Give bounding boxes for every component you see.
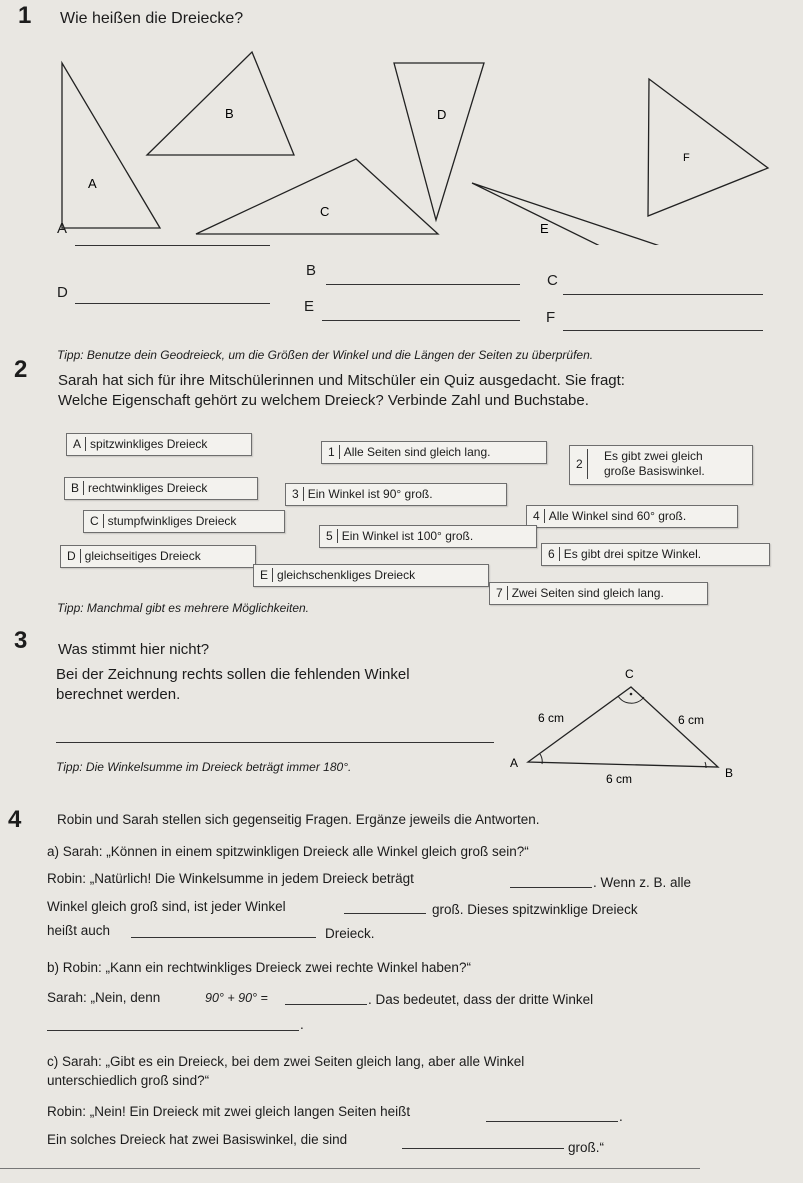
- task4a-answer1: Robin: „Natürlich! Die Winkelsumme in jedem Dreieck beträgt: [47, 871, 414, 886]
- triangle-label-a: A: [88, 176, 97, 191]
- blank-4b-2[interactable]: [47, 1030, 299, 1031]
- answer-label-f: F: [546, 309, 556, 326]
- task4c-question2: unterschiedlich groß sind?“: [47, 1073, 210, 1088]
- card-number-7[interactable]: [489, 582, 708, 605]
- task4a-answer2: Winkel gleich groß sind, ist jeder Winkel: [47, 899, 286, 914]
- answer-line-b[interactable]: [326, 284, 520, 285]
- answer-label-c: C: [547, 272, 558, 289]
- blank-4b-1[interactable]: [285, 1004, 367, 1005]
- page-bottom-rule: [0, 1168, 700, 1169]
- card-number-2[interactable]: [569, 445, 753, 485]
- task4-number: 4: [8, 806, 22, 833]
- task4b-formula: 90° + 90° =: [205, 991, 268, 1005]
- task1-number: 1: [18, 2, 32, 29]
- task3-text-line1: Bei der Zeichnung rechts sollen die fehlenden Winkel: [56, 666, 410, 683]
- blank-4a-2[interactable]: [344, 913, 426, 914]
- card-text: Zwei Seiten sind gleich lang.: [511, 586, 664, 600]
- card-key: B: [71, 481, 84, 495]
- triangle-a: [62, 63, 160, 228]
- card-text: Ein Winkel ist 100° groß.: [341, 529, 474, 543]
- task3-triangle: [528, 687, 718, 767]
- task4a-answer3: heißt auch: [47, 923, 111, 938]
- card-text-2: große Basiswinkel.: [604, 464, 705, 478]
- card-key: 5: [326, 529, 338, 543]
- card-key: E: [260, 568, 273, 582]
- card-key: C: [90, 514, 104, 528]
- card-key: D: [67, 549, 81, 563]
- card-text: Ein Winkel ist 90° groß.: [307, 487, 433, 501]
- card-letter-c[interactable]: [83, 510, 285, 533]
- card-key: 4: [533, 509, 545, 523]
- task3-question: Was stimmt hier nicht?: [58, 641, 210, 658]
- card-letter-d[interactable]: [60, 545, 256, 568]
- task2-intro-line2: Welche Eigenschaft gehört zu welchem Dreieck? Verbinde Zahl und Buchstabe.: [58, 392, 589, 409]
- triangle-c: [196, 159, 438, 234]
- task4a-answer3-end: Dreieck.: [325, 926, 375, 941]
- side-label-ac: 6 cm: [538, 711, 565, 725]
- card-letter-a[interactable]: [66, 433, 252, 456]
- answer-line-d[interactable]: [75, 303, 270, 304]
- vertex-label-c: C: [625, 667, 634, 681]
- answer-line-a[interactable]: [75, 245, 270, 246]
- answer-line-c[interactable]: [563, 294, 763, 295]
- triangle-e: [472, 183, 660, 245]
- task4b-answer1-end: . Das bedeutet, dass der dritte Winkel: [368, 992, 594, 1007]
- card-key: 2: [576, 449, 588, 479]
- card-text: Alle Seiten sind gleich lang.: [343, 445, 491, 459]
- card-text: spitzwinkliges Dreieck: [90, 437, 208, 451]
- card-number-3[interactable]: [285, 483, 507, 506]
- blank-4c-1[interactable]: [486, 1121, 618, 1122]
- card-text: Es gibt zwei gleich: [604, 449, 703, 463]
- blank-4a-1[interactable]: [510, 887, 592, 888]
- card-text: Es gibt drei spitze Winkel.: [563, 547, 702, 561]
- side-label-bc: 6 cm: [678, 713, 705, 727]
- card-letter-b[interactable]: [64, 477, 258, 500]
- task4a-answer1-end: . Wenn z. B. alle: [593, 875, 692, 890]
- task3-number: 3: [14, 627, 28, 654]
- card-key: 7: [496, 586, 508, 600]
- task4b-answer2-end: .: [300, 1017, 304, 1032]
- task4b-question: b) Robin: „Kann ein rechtwinkliges Dreieck zwei rechte Winkel haben?“: [47, 960, 471, 975]
- task4c-question1: c) Sarah: „Gibt es ein Dreieck, bei dem zwei Seiten gleich lang, aber alle Winkel: [47, 1054, 525, 1069]
- side-label-ab: 6 cm: [606, 772, 633, 786]
- answer-label-a: A: [57, 220, 68, 237]
- task4c-answer1: Robin: „Nein! Ein Dreieck mit zwei gleich langen Seiten heißt: [47, 1104, 411, 1119]
- card-text: stumpfwinkliges Dreieck: [107, 514, 237, 528]
- task1-title: Wie heißen die Dreiecke?: [60, 10, 244, 27]
- answer-label-d: D: [57, 284, 68, 301]
- task3-figure: [500, 650, 760, 790]
- task4a-answer2-end: groß. Dieses spitzwinklige Dreieck: [432, 902, 638, 917]
- task3-text-line2: berechnet werden.: [56, 686, 181, 703]
- task2-number: 2: [14, 356, 28, 383]
- triangle-label-e: E: [540, 221, 549, 236]
- task4c-answer1-end: .: [619, 1109, 623, 1124]
- card-text: rechtwinkliges Dreieck: [88, 481, 208, 495]
- triangle-b: [147, 52, 294, 155]
- vertex-label-b: B: [725, 766, 734, 780]
- card-key: 3: [292, 487, 304, 501]
- triangle-label-c: C: [320, 204, 330, 219]
- answer-label-e: E: [304, 298, 315, 315]
- card-letter-e[interactable]: [253, 564, 489, 587]
- answer-line-f[interactable]: [563, 330, 763, 331]
- card-key: 6: [548, 547, 560, 561]
- vertex-label-a: A: [510, 756, 519, 770]
- task2-tip: Tipp: Manchmal gibt es mehrere Möglichkeiten.: [57, 601, 310, 615]
- task4a-question: a) Sarah: „Können in einem spitzwinkligen Dreieck alle Winkel gleich groß sein?“: [47, 844, 529, 859]
- angle-arc-c: [618, 696, 644, 703]
- card-text: Alle Winkel sind 60° groß.: [548, 509, 687, 523]
- triangle-label-b: B: [225, 106, 234, 121]
- angle-dot-c: [630, 693, 633, 696]
- card-key: 1: [328, 445, 340, 459]
- card-text: gleichseitiges Dreieck: [84, 549, 201, 563]
- card-number-1[interactable]: [321, 441, 547, 464]
- task4-intro: Robin und Sarah stellen sich gegenseitig Fragen. Ergänze jeweils die Antworten.: [57, 812, 540, 827]
- task4c-answer2: Ein solches Dreieck hat zwei Basiswinkel, die sind: [47, 1132, 348, 1147]
- card-key: A: [73, 437, 86, 451]
- task3-tip: Tipp: Die Winkelsumme im Dreieck beträgt immer 180°.: [56, 760, 352, 774]
- triangle-d: [394, 63, 484, 220]
- task4b-answer1: Sarah: „Nein, denn: [47, 990, 161, 1005]
- blank-4a-3[interactable]: [131, 937, 316, 938]
- triangle-label-f: F: [683, 152, 690, 164]
- blank-4c-2[interactable]: [402, 1148, 564, 1149]
- triangle-label-d: D: [437, 107, 447, 122]
- card-number-4[interactable]: [526, 505, 738, 528]
- task4c-answer2-end: groß.“: [568, 1140, 605, 1155]
- task3-answer-line[interactable]: [56, 742, 494, 743]
- triangle-f: [648, 79, 768, 216]
- answer-line-e[interactable]: [322, 320, 520, 321]
- card-number-5[interactable]: [319, 525, 537, 548]
- task1-triangles: [0, 0, 803, 245]
- task2-intro-line1: Sarah hat sich für ihre Mitschülerinnen und Mitschüler ein Quiz ausgedacht. Sie fragt:: [58, 372, 625, 389]
- task1-tip: Tipp: Benutze dein Geodreieck, um die Größen der Winkel und die Längen der Seiten zu überprüfen.: [57, 348, 594, 362]
- card-number-6[interactable]: [541, 543, 770, 566]
- answer-label-b: B: [306, 262, 317, 279]
- card-text: gleichschenkliges Dreieck: [277, 568, 416, 582]
